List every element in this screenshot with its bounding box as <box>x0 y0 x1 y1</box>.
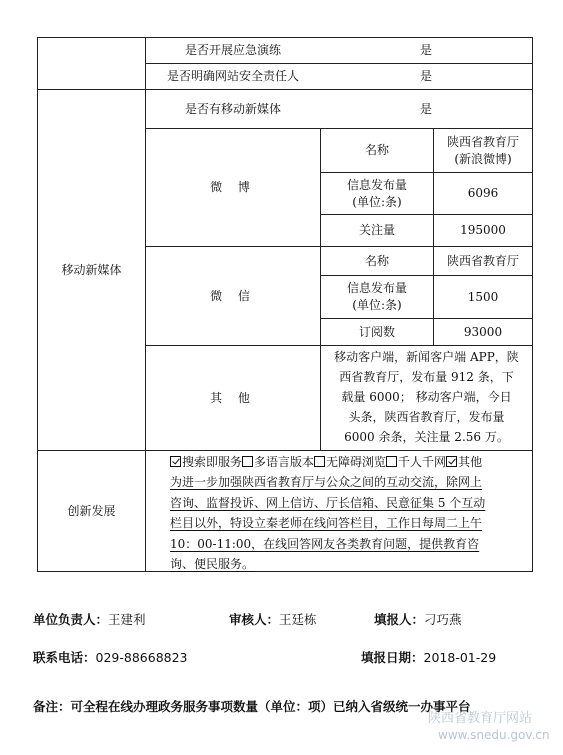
innovation-line: 栏目以外，特设立秦老师在线问答栏目，工作日每周二上午 <box>170 516 483 531</box>
other-line: 移动客户端，新闻客户端 APP，陕 <box>334 350 519 364</box>
reviewer-label: 审核人： <box>229 612 280 627</box>
watermark-url: www.snedu.gov.cn <box>438 728 550 742</box>
wechat-name-value: 陕西省教育厅 <box>446 253 519 268</box>
wechat-subs-label: 订阅数 <box>358 324 395 339</box>
weibo-followers-value: 195000 <box>460 223 506 237</box>
unit-head-value: 王建利 <box>108 612 146 627</box>
option-search-as-service[interactable]: 搜索即服务 <box>170 455 242 469</box>
checkbox-unchecked-icon[interactable] <box>314 456 325 467</box>
checkbox-checked-icon[interactable] <box>446 456 457 467</box>
new-media-section-label: 移动新媒体 <box>61 262 122 277</box>
date-label: 填报日期： <box>361 650 424 665</box>
phone-label: 联系电话： <box>33 650 96 665</box>
other-line: 载量 6000； 移动客户端，今日 <box>341 390 512 404</box>
innovation-section-label: 创新发展 <box>67 503 116 518</box>
option-accessibility[interactable]: 无障碍浏览 <box>314 455 386 469</box>
innovation-line: 询、便民服务。 <box>170 557 255 572</box>
checkbox-unchecked-icon[interactable] <box>386 456 397 467</box>
other-label: 其 他 <box>210 390 256 405</box>
safety-officer-value: 是 <box>419 69 432 83</box>
has-new-media-label: 是否有移动新媒体 <box>184 101 281 116</box>
other-description <box>321 347 532 449</box>
watermark-title: 陕西省教育厅网站 <box>428 711 533 726</box>
other-line: 西省教育厅，发布量 912 条，下 <box>339 370 514 384</box>
unit-head-label: 单位负责人： <box>33 612 109 627</box>
reviewer-value: 王廷栋 <box>279 612 317 627</box>
has-new-media-value: 是 <box>419 101 432 116</box>
other-line: 头条，陕西省教育厅，发布量 <box>348 410 505 424</box>
fill-date <box>361 648 496 666</box>
weibo-posts-value: 6096 <box>467 186 499 200</box>
reviewer <box>229 610 317 628</box>
innovation-line: 咨询、监督投诉、网上信访、厅长信箱、民意征集 5 个互动 <box>170 495 486 510</box>
option-personalized[interactable]: 千人千网 <box>386 455 446 469</box>
wechat-label: 微 信 <box>210 288 256 303</box>
innovation-options <box>170 452 530 472</box>
weibo-name-value: 陕西省教育厅 (新浪微博) <box>446 134 519 166</box>
innovation-line: 10：00-11:00，在线回答网友各类教育问题，提供教育咨 <box>170 536 480 551</box>
option-multilingual[interactable]: 多语言版本 <box>242 455 314 469</box>
weibo-label: 微 博 <box>210 180 256 194</box>
wechat-name-label: 名称 <box>364 253 389 268</box>
weibo-name-label: 名称 <box>364 143 389 157</box>
checkbox-checked-icon[interactable] <box>170 456 181 467</box>
footer-note: 备注：可全程在线办理政务服务事项数量（单位：项）已纳入省级统一办事平台 <box>33 699 471 714</box>
watermark <box>428 710 550 744</box>
phone-value: 029-88668823 <box>95 650 188 665</box>
emergency-drill-value: 是 <box>419 43 432 57</box>
checkbox-unchecked-icon[interactable] <box>242 456 253 467</box>
weibo-followers-label: 关注量 <box>358 223 395 237</box>
weibo-posts-label: 信息发布量 (单位:条) <box>346 177 407 209</box>
innovation-content <box>170 452 530 570</box>
other-line: 6000 余条，关注量 2.56 万。 <box>344 430 509 444</box>
emergency-drill-label: 是否开展应急演练 <box>184 43 281 57</box>
filler-label: 填报人： <box>374 612 425 627</box>
wechat-subs-value: 93000 <box>463 324 503 339</box>
safety-officer-label: 是否明确网站安全责任人 <box>166 69 299 83</box>
unit-head <box>33 610 146 628</box>
wechat-posts-value: 1500 <box>467 289 499 304</box>
wechat-posts-label: 信息发布量 (单位:条) <box>346 281 407 312</box>
innovation-line: 为进一步加强陕西省教育厅与公众之间的互动交流，除网上 <box>170 475 483 490</box>
filler-value: 刁巧燕 <box>424 612 462 627</box>
filler <box>374 610 462 628</box>
contact-phone <box>33 648 188 666</box>
date-value: 2018-01-29 <box>423 650 497 665</box>
option-other[interactable]: 其他 <box>446 455 482 469</box>
